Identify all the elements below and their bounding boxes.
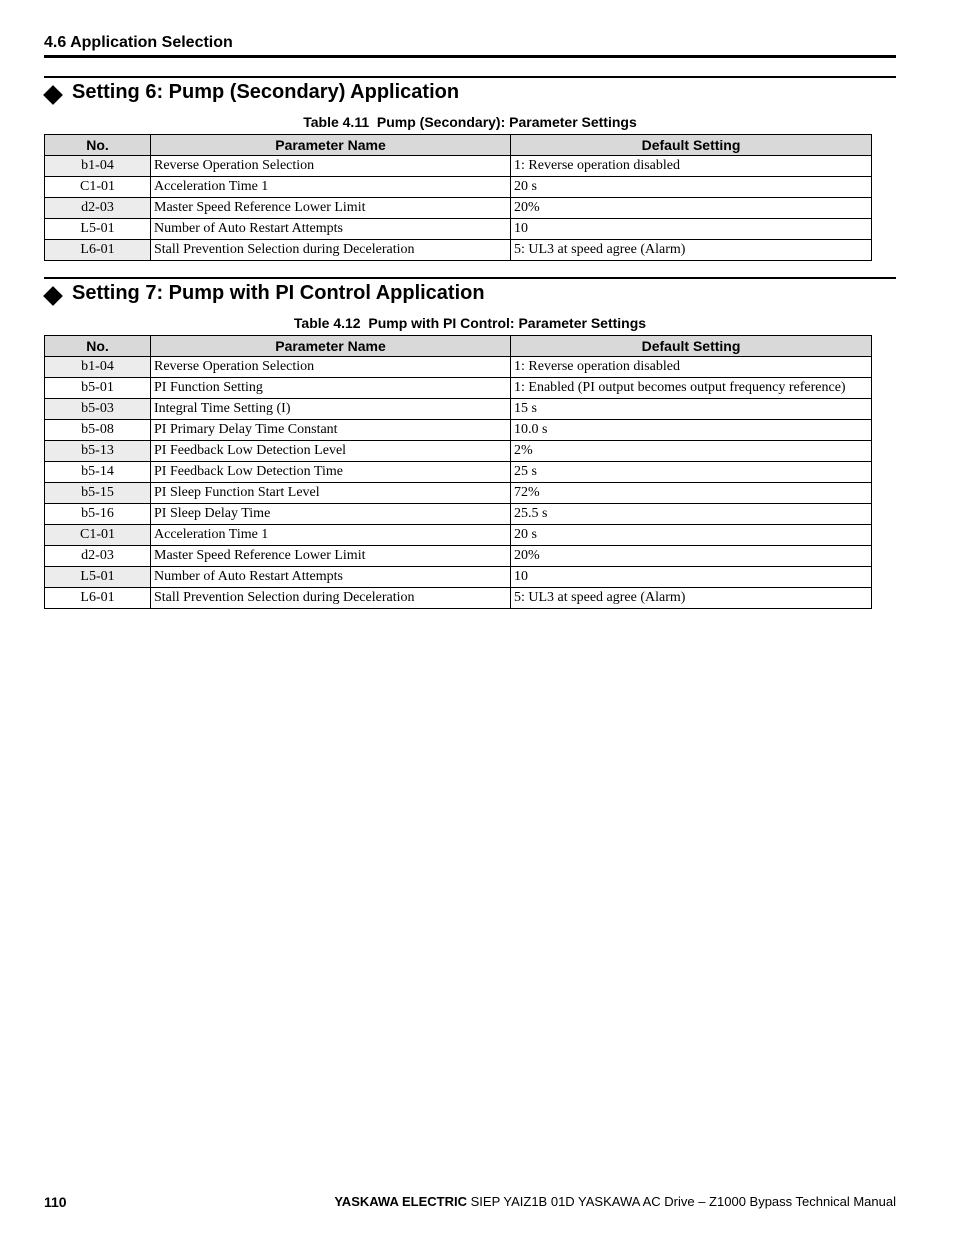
default-setting: 1: Reverse operation disabled: [511, 156, 872, 177]
col-header-parameter-name: Parameter Name: [151, 336, 511, 357]
default-setting: 5: UL3 at speed agree (Alarm): [511, 240, 872, 261]
param-number: b5-14: [45, 462, 151, 483]
table-row: [45, 198, 872, 219]
param-number: C1-01: [45, 525, 151, 546]
param-name: PI Feedback Low Detection Time: [151, 462, 511, 483]
default-setting: 10: [511, 567, 872, 588]
param-name: PI Sleep Function Start Level: [151, 483, 511, 504]
table-row: [45, 462, 872, 483]
section-title: 4.6 Application Selection: [44, 34, 233, 51]
param-name: Reverse Operation Selection: [151, 357, 511, 378]
param-name: Acceleration Time 1: [151, 525, 511, 546]
param-name: Number of Auto Restart Attempts: [151, 567, 511, 588]
table-4-12-caption: Table 4.12 Pump with PI Control: Parameter Settings: [293, 315, 647, 331]
col-header-no: No.: [45, 336, 151, 357]
footer-manual-title: [334, 1194, 896, 1209]
param-number: b5-15: [45, 483, 151, 504]
setting-7-heading: [44, 277, 896, 307]
table-row: [45, 240, 872, 261]
default-setting: 1: Reverse operation disabled: [511, 357, 872, 378]
footer-brand: YASKAWA ELECTRIC: [334, 1194, 467, 1209]
param-name: Reverse Operation Selection: [151, 156, 511, 177]
param-number: C1-01: [45, 177, 151, 198]
param-name: PI Sleep Delay Time: [151, 504, 511, 525]
param-number: b5-16: [45, 504, 151, 525]
default-setting: 25 s: [511, 462, 872, 483]
diamond-bullet-icon: [43, 286, 63, 306]
section-header: [44, 33, 896, 58]
param-name: Number of Auto Restart Attempts: [151, 219, 511, 240]
table-header-row: [45, 336, 872, 357]
param-name: Stall Prevention Selection during Deceleration: [151, 240, 511, 261]
table-row: [45, 504, 872, 525]
table-row: [45, 357, 872, 378]
table-4-11-caption: Table 4.11 Pump (Secondary): Parameter Settings: [303, 114, 637, 130]
default-setting: 1: Enabled (PI output becomes output frequency reference): [511, 378, 872, 399]
table-row: [45, 546, 872, 567]
table-row: [45, 378, 872, 399]
param-number: d2-03: [45, 546, 151, 567]
default-setting: 20 s: [511, 525, 872, 546]
default-setting: 20%: [511, 198, 872, 219]
default-setting: 10.0 s: [511, 420, 872, 441]
table-row: [45, 177, 872, 198]
default-setting: 15 s: [511, 399, 872, 420]
param-number: b5-13: [45, 441, 151, 462]
page-number: 110: [44, 1194, 67, 1210]
col-header-parameter-name: Parameter Name: [151, 135, 511, 156]
param-number: d2-03: [45, 198, 151, 219]
param-number: b1-04: [45, 156, 151, 177]
default-setting: 20%: [511, 546, 872, 567]
param-number: b1-04: [45, 357, 151, 378]
param-number: b5-03: [45, 399, 151, 420]
param-number: L6-01: [45, 240, 151, 261]
param-name: Stall Prevention Selection during Deceleration: [151, 588, 511, 609]
param-name: Master Speed Reference Lower Limit: [151, 198, 511, 219]
default-setting: 72%: [511, 483, 872, 504]
param-number: b5-08: [45, 420, 151, 441]
col-header-no: No.: [45, 135, 151, 156]
diamond-bullet-icon: [43, 85, 63, 105]
table-row: [45, 399, 872, 420]
param-name: Master Speed Reference Lower Limit: [151, 546, 511, 567]
col-header-default-setting: Default Setting: [511, 336, 872, 357]
param-number: b5-01: [45, 378, 151, 399]
footer-manual: SIEP YAIZ1B 01D YASKAWA AC Drive – Z1000 Bypass Technical Manual: [470, 1194, 896, 1209]
param-name: PI Function Setting: [151, 378, 511, 399]
setting-6-heading: [44, 76, 896, 106]
table-row: [45, 156, 872, 177]
table-4-11: [44, 134, 872, 261]
table-row: [45, 483, 872, 504]
table-row: [45, 441, 872, 462]
param-number: L5-01: [45, 567, 151, 588]
param-number: L6-01: [45, 588, 151, 609]
table-header-row: [45, 135, 872, 156]
param-name: PI Feedback Low Detection Level: [151, 441, 511, 462]
param-number: L5-01: [45, 219, 151, 240]
default-setting: 10: [511, 219, 872, 240]
setting-6-title: Setting 6: Pump (Secondary) Application: [72, 81, 460, 103]
col-header-default-setting: Default Setting: [511, 135, 872, 156]
table-row: [45, 588, 872, 609]
table-row: [45, 219, 872, 240]
table-4-12: [44, 335, 872, 609]
default-setting: 2%: [511, 441, 872, 462]
setting-7-title: Setting 7: Pump with PI Control Application: [72, 282, 485, 304]
default-setting: 20 s: [511, 177, 872, 198]
table-row: [45, 567, 872, 588]
default-setting: 5: UL3 at speed agree (Alarm): [511, 588, 872, 609]
table-row: [45, 420, 872, 441]
param-name: Acceleration Time 1: [151, 177, 511, 198]
param-name: PI Primary Delay Time Constant: [151, 420, 511, 441]
table-row: [45, 525, 872, 546]
param-name: Integral Time Setting (I): [151, 399, 511, 420]
default-setting: 25.5 s: [511, 504, 872, 525]
